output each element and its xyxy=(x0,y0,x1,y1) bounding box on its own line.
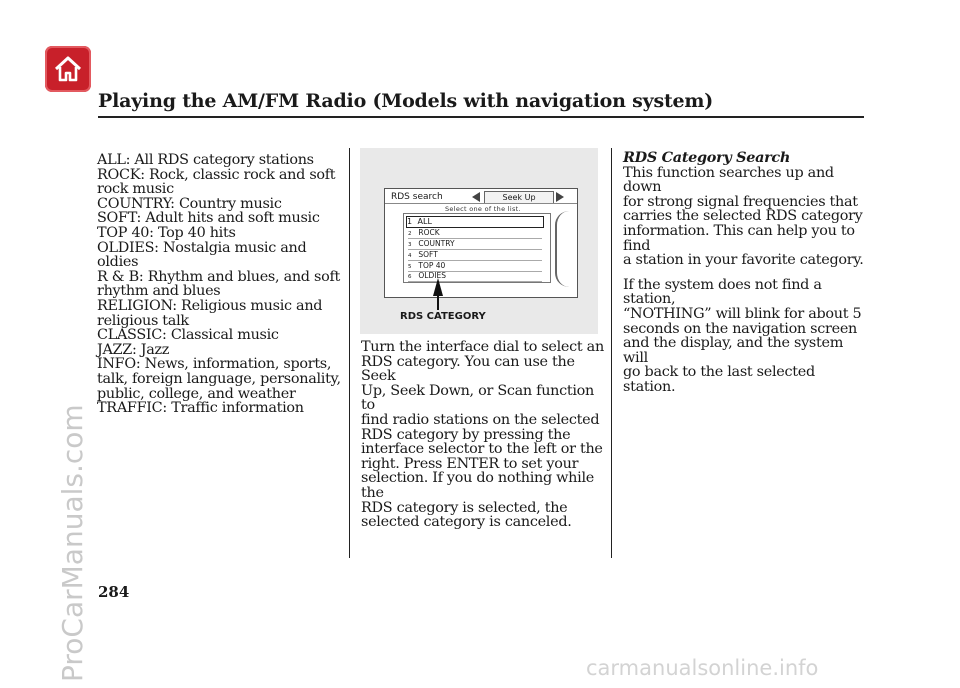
text-line: selected category is canceled. xyxy=(361,514,572,531)
text-line: Up, Seek Down, or Scan function to xyxy=(361,382,595,414)
item-number: 6 xyxy=(408,274,412,280)
text-line: This function searches up and down xyxy=(623,164,834,196)
text-line: selection. If you do nothing while the xyxy=(361,470,594,501)
text-line: religious talk xyxy=(97,312,189,329)
seek-left-arrow-icon[interactable] xyxy=(472,192,480,202)
watermark-side: ProCarManuals.com xyxy=(56,404,89,682)
item-label: ALL xyxy=(417,217,432,226)
text-line: information. This can help you to find xyxy=(623,222,855,254)
column-divider xyxy=(611,148,612,558)
text-line: right. Press ENTER to set your xyxy=(361,455,579,472)
text-line: COUNTRY: Country music xyxy=(97,195,282,212)
text-line: INFO: News, information, sports, xyxy=(97,356,332,373)
text-line: OLDIES: Nostalgia music and oldies xyxy=(97,239,307,271)
item-number: 2 xyxy=(408,231,412,237)
text-line: RDS category. You can use the Seek xyxy=(361,353,575,385)
text-line: RDS category by pressing the xyxy=(361,426,571,443)
column-divider xyxy=(349,148,350,558)
item-label: COUNTRY xyxy=(418,239,455,248)
page-number: 284 xyxy=(98,583,130,601)
text-line: go back to the last selected station. xyxy=(623,364,815,395)
text-line: RELIGION: Religious music and xyxy=(97,297,323,314)
item-label: ROCK xyxy=(418,228,440,237)
item-label: OLDIES xyxy=(418,271,446,280)
text-line: If the system does not find a station, xyxy=(623,276,822,308)
item-number: 4 xyxy=(408,253,412,259)
nav-screen xyxy=(384,188,578,298)
text-line: CLASSIC: Classical music xyxy=(97,327,279,344)
text-line: SOFT: Adult hits and soft music xyxy=(97,210,320,227)
text-line: JAZZ: Jazz xyxy=(97,341,170,358)
category-list-box xyxy=(403,213,551,283)
text-line: seconds on the navigation screen xyxy=(623,320,858,337)
watermark-bottom: carmanualsonline.info xyxy=(586,656,819,680)
screen-divider xyxy=(385,203,577,204)
text-line: talk, foreign language, personality, xyxy=(97,370,341,387)
text-line: ALL: All RDS category stations xyxy=(97,152,314,168)
text-line: “NOTHING” will blink for about 5 xyxy=(623,305,862,322)
seek-right-arrow-icon[interactable] xyxy=(556,192,564,202)
callout-line xyxy=(437,296,439,310)
text-line: ROCK: Rock, classic rock and soft xyxy=(97,166,336,183)
rds-category-search-section xyxy=(623,151,868,395)
item-label: SOFT xyxy=(418,250,438,259)
category-list xyxy=(97,153,345,416)
rds-screen-figure xyxy=(360,148,598,334)
home-icon xyxy=(52,53,84,85)
text-line: carries the selected RDS category xyxy=(623,208,863,225)
screen-title: RDS search xyxy=(391,192,443,202)
text-line: rock music xyxy=(97,181,174,198)
home-button[interactable] xyxy=(45,46,91,92)
screen-subtitle: Select one of the list. xyxy=(445,205,521,213)
text-line: interface selector to the left or the xyxy=(361,441,603,458)
callout-arrow-icon xyxy=(433,278,443,296)
callout-label: RDS CATEGORY xyxy=(400,311,486,322)
text-line: TRAFFIC: Traffic information xyxy=(97,400,304,417)
list-item-selected[interactable] xyxy=(406,216,544,228)
text-line: R & B: Rhythm and blues, and soft xyxy=(97,268,340,285)
text-line: rhythm and blues xyxy=(97,283,221,300)
text-line: and the display, and the system will xyxy=(623,335,844,366)
text-line: find radio stations on the selected xyxy=(361,411,600,428)
item-label: TOP 40 xyxy=(418,261,446,270)
dial-arc xyxy=(555,211,571,287)
seek-up-button[interactable]: Seek Up xyxy=(484,191,554,204)
text-line: RDS category is selected, the xyxy=(361,499,568,516)
list-item[interactable] xyxy=(408,228,542,239)
text-line: Turn the interface dial to select an xyxy=(361,339,604,355)
instructions-text xyxy=(361,340,605,530)
text-line: a station in your favorite category. xyxy=(623,252,864,269)
text-line: for strong signal frequencies that xyxy=(623,193,858,210)
list-item[interactable] xyxy=(408,271,542,282)
text-line: TOP 40: Top 40 hits xyxy=(97,224,236,241)
text-line: public, college, and weather xyxy=(97,385,296,402)
item-number: 3 xyxy=(408,242,412,248)
list-item[interactable] xyxy=(408,239,542,250)
section-heading: RDS Category Search xyxy=(623,149,791,166)
list-item[interactable] xyxy=(408,250,542,261)
item-number: 1 xyxy=(407,217,413,226)
page-title: Playing the AM/FM Radio (Models with navigation system) xyxy=(98,90,714,112)
header-rule xyxy=(98,116,864,118)
item-number: 5 xyxy=(408,264,412,270)
